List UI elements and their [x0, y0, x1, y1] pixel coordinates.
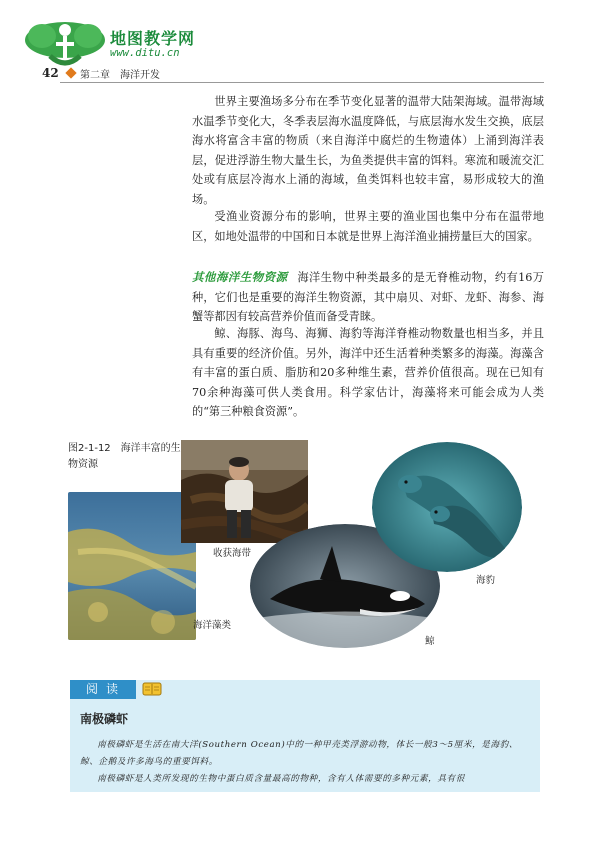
- figure-caption: 图2-1-12 海洋丰富的生物资源: [68, 443, 181, 470]
- paragraph-marine-invertebrates: [192, 268, 544, 327]
- chapter-title: 第二章 海洋开发: [80, 70, 160, 81]
- logo-url: www.ditu.cn: [110, 47, 180, 59]
- page-number: 42: [42, 66, 59, 80]
- reading-text-line-1: 南极磷虾是生活在南大洋(Southern Ocean)中的一种甲壳类浮游动物，体长一般3～5厘米，是海豹、鲸、企鹅及许多海鸟的重要饵料。: [80, 740, 519, 767]
- section-heading: 其他海洋生物资源: [192, 270, 288, 284]
- paragraph-fishing-countries: 受渔业资源分布的影响，世界主要的渔业国也集中分布在温带地区，如地处温带的中国和日本就是世界上海洋渔业捕捞量巨大的国家。: [192, 210, 544, 243]
- paragraph-invertebrates-text: 海洋生物中种类最多的是无脊椎动物，约有16万种，它们也是重要的海洋生物资源，其中扇贝、对虾、龙虾、海参、海蟹等都因有较高营养价值而备受青睐。: [192, 271, 544, 324]
- label-whale: 鲸: [425, 636, 435, 647]
- seaweed-photo: [68, 492, 196, 640]
- kelp-harvest-photo: [181, 440, 308, 543]
- header-divider: [60, 82, 544, 83]
- reading-text-line-2: 南极磷虾是人类所发现的生物中蛋白质含量最高的物种，含有人体需要的多种元素，具有很: [97, 774, 465, 784]
- paragraph-marine-vertebrates: 鲸、海豚、海鸟、海狮、海豹等海洋脊椎动物数量也相当多，并且具有重要的经济价值。另外，海洋中还生活着种类繁多的海藻。海藻含有丰富的蛋白质、脂肪和20多种维生素，营养价值很高。现在已知有70余种海藻可供人类食用。科学家估计，海藻将来可能会成为人类的“第三种粮食资源”。: [192, 327, 544, 419]
- logo-title: 地图教学网: [110, 29, 196, 48]
- reading-title: 南极磷虾: [80, 712, 129, 726]
- label-seaweed: 海洋藻类: [193, 620, 232, 631]
- label-kelp-harvest: 收获海带: [213, 548, 252, 559]
- paragraph-fishing-grounds: 世界主要渔场多分布在季节变化显著的温带大陆架海域。温带海域水温季节变化大，冬季表层海水温度降低，与底层海水发生交换，底层海水将富含丰富的物质（来自海洋中腐烂的生物遗体）上涌到海洋表层，促进浮游生物大量生长，为鱼类提供丰富的饵料。寒流和暖流交汇处或有底层冷海水上涌的海域，鱼类饵料也较丰富，易形成较大的渔场。: [192, 95, 544, 206]
- book-icon: [142, 681, 162, 697]
- seal-photo: [372, 442, 522, 572]
- reading-tab: 阅读: [70, 680, 136, 699]
- label-seal: 海豹: [476, 575, 496, 586]
